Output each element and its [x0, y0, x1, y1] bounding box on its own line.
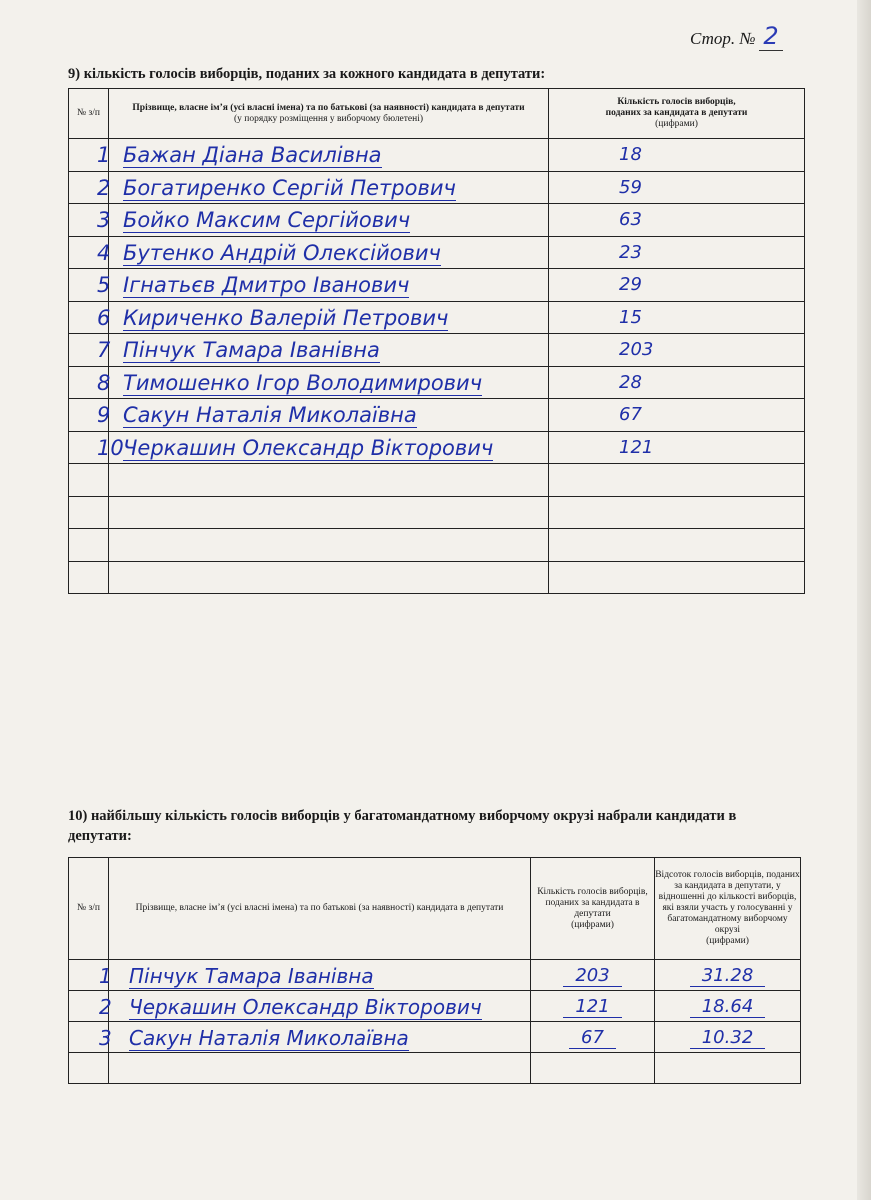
- votes-cell: [549, 204, 805, 237]
- empty-cell: [109, 464, 549, 497]
- handwritten-entry: [99, 995, 482, 1019]
- empty-cell: [531, 1053, 655, 1084]
- handwritten-entry: [97, 436, 493, 460]
- section-9-title: 9) кількість голосів виборців, поданих за кожного кандидата в депутати:: [68, 66, 546, 82]
- handwritten-entry: [97, 273, 409, 297]
- table-row: [69, 431, 805, 464]
- row-number: 3: [97, 208, 111, 232]
- table-row: [69, 139, 805, 172]
- handwritten-entry: [97, 371, 482, 395]
- candidate-name-cell: [99, 960, 531, 991]
- candidate-name-cell: [97, 366, 549, 399]
- percent-cell: [655, 991, 801, 1022]
- empty-cell: [549, 464, 805, 497]
- votes-cell: [549, 269, 805, 302]
- candidate-name: Кириченко Валерій Петрович: [123, 305, 449, 330]
- row-number: 9: [97, 403, 111, 427]
- candidate-name-cell: [97, 139, 549, 172]
- header-candidate-name-main: Прізвище, власне ім’я (усі власні імена) та по батькові (за наявності) кандидата в депутати: [132, 102, 525, 113]
- votes-cell: [549, 431, 805, 464]
- header-candidate-name: [109, 89, 549, 139]
- table-row: [69, 960, 801, 991]
- candidate-name-cell: [99, 991, 531, 1022]
- header-percent: [655, 858, 801, 960]
- header-percent-main: Відсоток голосів виборців, поданих за кандидата в депутати, у відношенні до кількості виборців, які взяли участь у голосуванні у багатомандатному виборчому окрузі: [655, 870, 800, 935]
- candidate-name: Тимошенко Ігор Володимирович: [123, 370, 483, 395]
- candidate-name: Бутенко Андрій Олексійович: [123, 240, 441, 265]
- empty-cell: [69, 529, 109, 562]
- header-number: № з/п: [69, 858, 109, 960]
- votes-cell: [549, 366, 805, 399]
- empty-table-row: [69, 1053, 801, 1084]
- page-edge: [857, 0, 871, 1200]
- candidate-name: Сакун Наталія Миколаївна: [123, 403, 417, 427]
- header-votes-line1: Кількість голосів виборців,: [617, 97, 736, 107]
- row-number: 8: [97, 370, 111, 395]
- handwritten-entry: [99, 964, 374, 988]
- empty-cell: [69, 561, 109, 594]
- votes-cell: [549, 399, 805, 432]
- header-candidate-name: Прізвище, власне ім’я (усі власні імена) та по батькові (за наявності) кандидата в депутати: [109, 858, 531, 960]
- row-number: 1: [97, 143, 111, 167]
- votes-cell: [549, 334, 805, 367]
- table-row: [69, 236, 805, 269]
- candidate-percent: 31.28: [690, 965, 766, 987]
- empty-cell: [109, 496, 549, 529]
- row-number: 7: [97, 338, 111, 362]
- handwritten-entry: [97, 306, 448, 330]
- row-number: 2: [97, 175, 111, 200]
- candidate-votes: 63: [619, 209, 642, 231]
- percent-cell: [655, 1022, 801, 1053]
- handwritten-entry: [97, 403, 417, 427]
- header-votes: [549, 89, 805, 139]
- candidate-name-cell: [97, 204, 549, 237]
- candidate-percent: 10.32: [690, 1027, 766, 1049]
- row-number: 3: [99, 1026, 112, 1050]
- empty-cell: [109, 529, 549, 562]
- table-header-row: [69, 89, 805, 139]
- candidate-votes-table: [68, 88, 805, 594]
- candidate-name: Богатиренко Сергій Петрович: [123, 175, 456, 200]
- candidate-name-cell: [97, 334, 549, 367]
- handwritten-entry: [97, 208, 410, 232]
- table-row: [69, 171, 805, 204]
- candidate-name-cell: [97, 431, 549, 464]
- top-candidates-table: [68, 857, 801, 1084]
- empty-cell: [549, 529, 805, 562]
- candidate-name: Бажан Діана Василівна: [123, 143, 382, 167]
- votes-cell: [549, 139, 805, 172]
- empty-table-row: [69, 496, 805, 529]
- empty-cell: [69, 1053, 109, 1084]
- table-row: [69, 366, 805, 399]
- candidate-votes: 18: [619, 144, 642, 166]
- candidate-name: Пінчук Тамара Іванівна: [123, 338, 380, 362]
- votes-cell: [549, 236, 805, 269]
- candidate-name: Черкашин Олександр Вікторович: [129, 995, 482, 1019]
- candidate-name-cell: [97, 399, 549, 432]
- votes-cell: [531, 1022, 655, 1053]
- candidate-votes: 59: [619, 176, 642, 198]
- header-number: № з/п: [69, 89, 109, 139]
- candidate-name-cell: [97, 236, 549, 269]
- row-number: 1: [99, 964, 112, 988]
- candidate-votes: 67: [619, 404, 642, 426]
- row-number: 10: [97, 435, 124, 460]
- empty-cell: [549, 496, 805, 529]
- votes-cell: [549, 301, 805, 334]
- candidate-votes: 15: [619, 306, 642, 328]
- votes-cell: [531, 991, 655, 1022]
- table-row: [69, 269, 805, 302]
- empty-cell: [109, 561, 549, 594]
- page-number: [690, 22, 783, 50]
- percent-cell: [655, 960, 801, 991]
- table-row: [69, 1022, 801, 1053]
- table-row: [69, 991, 801, 1022]
- page-number-value: 2: [759, 22, 782, 51]
- candidate-name: Бойко Максим Сергійович: [123, 208, 411, 232]
- candidate-percent: 18.64: [690, 996, 766, 1018]
- candidate-name: Ігнатьєв Дмитро Іванович: [123, 273, 410, 297]
- empty-table-row: [69, 464, 805, 497]
- header-votes-main: Кількість голосів виборців, поданих за кандидата в депутати: [537, 886, 648, 919]
- candidate-votes: 28: [619, 371, 642, 393]
- page-number-label: Стор. №: [690, 29, 756, 48]
- candidate-name-cell: [97, 301, 549, 334]
- header-votes-line2: поданих за кандидата в депутати: [605, 108, 748, 118]
- handwritten-entry: [97, 241, 441, 265]
- handwritten-entry: [97, 143, 382, 167]
- candidate-name: Пінчук Тамара Іванівна: [129, 964, 374, 988]
- candidate-name-cell: [99, 1022, 531, 1053]
- candidate-votes: 67: [569, 1027, 616, 1049]
- table-row: [69, 204, 805, 237]
- header-candidate-name-note: (у порядку розміщення у виборчому бюлетені): [233, 113, 424, 124]
- votes-cell: [549, 171, 805, 204]
- candidate-name: Сакун Наталія Миколаївна: [129, 1026, 409, 1050]
- empty-table-row: [69, 529, 805, 562]
- candidate-votes: 29: [619, 274, 642, 296]
- row-number: 5: [97, 273, 111, 297]
- table-row: [69, 334, 805, 367]
- candidate-name-cell: [97, 269, 549, 302]
- header-votes-note: (цифрами): [571, 919, 614, 930]
- empty-table-row: [69, 561, 805, 594]
- candidate-name-cell: [97, 171, 549, 204]
- handwritten-entry: [99, 1026, 409, 1050]
- candidate-name: Черкашин Олександр Вікторович: [123, 435, 494, 460]
- candidate-votes: 121: [563, 996, 621, 1018]
- handwritten-entry: [97, 338, 380, 362]
- empty-cell: [109, 1053, 531, 1084]
- table-row: [69, 399, 805, 432]
- candidate-votes: 203: [619, 339, 654, 361]
- row-number: 2: [99, 995, 112, 1019]
- header-votes: [531, 858, 655, 960]
- table-header-row: [69, 858, 801, 960]
- section-10-title: 10) найбільшу кількість голосів виборців у багатомандатному виборчому окрузі набрали кандидати в депутати:: [68, 808, 737, 844]
- candidate-votes: 23: [619, 241, 642, 263]
- row-number: 6: [97, 305, 111, 330]
- header-percent-note: (цифрами): [706, 936, 749, 946]
- empty-cell: [549, 561, 805, 594]
- candidate-votes: 203: [563, 965, 621, 987]
- handwritten-entry: [97, 176, 456, 200]
- header-votes-line3: (цифрами): [655, 119, 698, 129]
- votes-cell: [531, 960, 655, 991]
- empty-cell: [655, 1053, 801, 1084]
- candidate-votes: 121: [619, 436, 654, 458]
- row-number: 4: [97, 240, 111, 265]
- table-row: [69, 301, 805, 334]
- empty-cell: [69, 496, 109, 529]
- empty-cell: [69, 464, 109, 497]
